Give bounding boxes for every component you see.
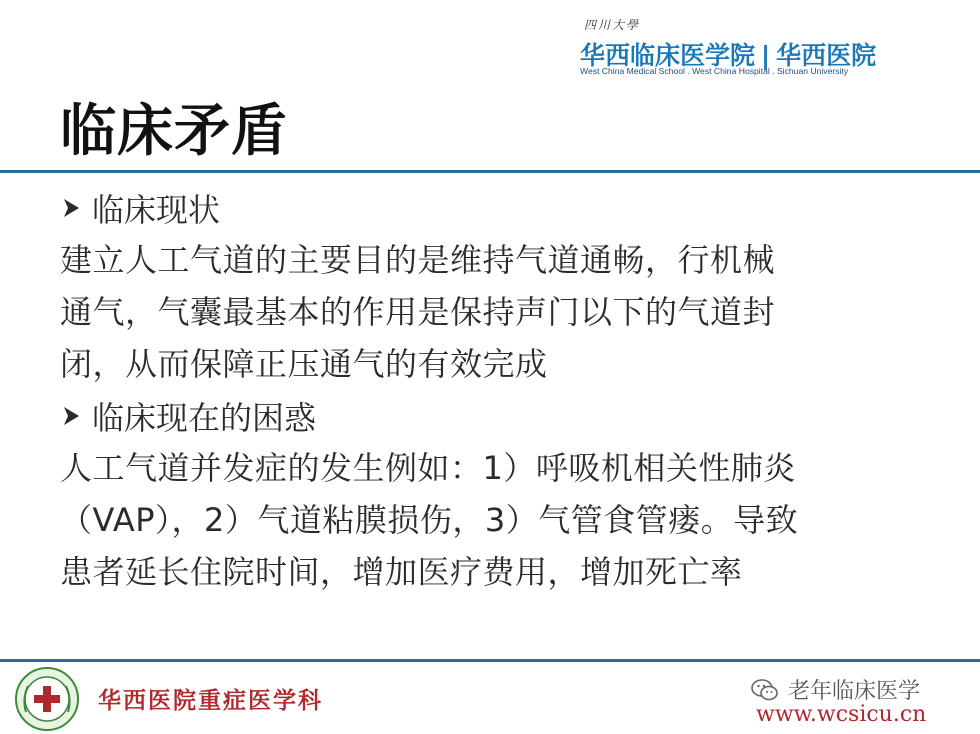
paragraph-line: （VAP），2）气道粘膜损伤，3）气管食管瘘。导致 — [60, 501, 799, 539]
hospital-seal-icon — [14, 666, 80, 732]
website-link[interactable]: www.wcsicu.cn — [756, 702, 927, 727]
section-heading-text: 临床现在的困惑 — [92, 399, 317, 437]
wechat-watermark — [750, 674, 920, 705]
section-heading — [60, 390, 940, 442]
paragraph-line: 建立人工气道的主要目的是维持气道通畅，行机械 — [60, 241, 776, 279]
wechat-icon — [750, 677, 780, 703]
arrow-bullet-icon — [62, 405, 92, 427]
paragraph-line: 人工气道并发症的发生例如：1）呼吸机相关性肺炎 — [60, 449, 796, 487]
watermark-text: 老年临床医学 — [788, 679, 921, 704]
arrow-bullet-icon — [62, 197, 92, 219]
section-paragraph — [60, 234, 940, 390]
slide-title: 临床矛盾 — [60, 99, 288, 164]
paragraph-line: 通气，气囊最基本的作用是保持声门以下的气道封 — [60, 293, 776, 331]
title-divider — [0, 170, 980, 173]
footer-divider — [0, 659, 980, 662]
institution-name-en: West China Medical School . West China Hospital . Sichuan University — [580, 66, 849, 76]
section-paragraph — [60, 442, 940, 598]
paragraph-line: 闭，从而保障正压通气的有效完成 — [60, 345, 548, 383]
institution-name-hospital: 华西医院 — [776, 41, 877, 70]
section-heading — [60, 182, 940, 234]
university-name: 四川大學 — [584, 18, 641, 32]
department-name: 华西医院重症医学科 — [98, 687, 323, 714]
institution-name-school: 华西临床医学院 — [580, 41, 756, 70]
slide-content — [60, 182, 940, 598]
paragraph-line: 患者延长住院时间，增加医疗费用，增加死亡率 — [60, 553, 743, 591]
institution-separator: | — [761, 41, 771, 70]
section-heading-text: 临床现状 — [92, 191, 221, 229]
